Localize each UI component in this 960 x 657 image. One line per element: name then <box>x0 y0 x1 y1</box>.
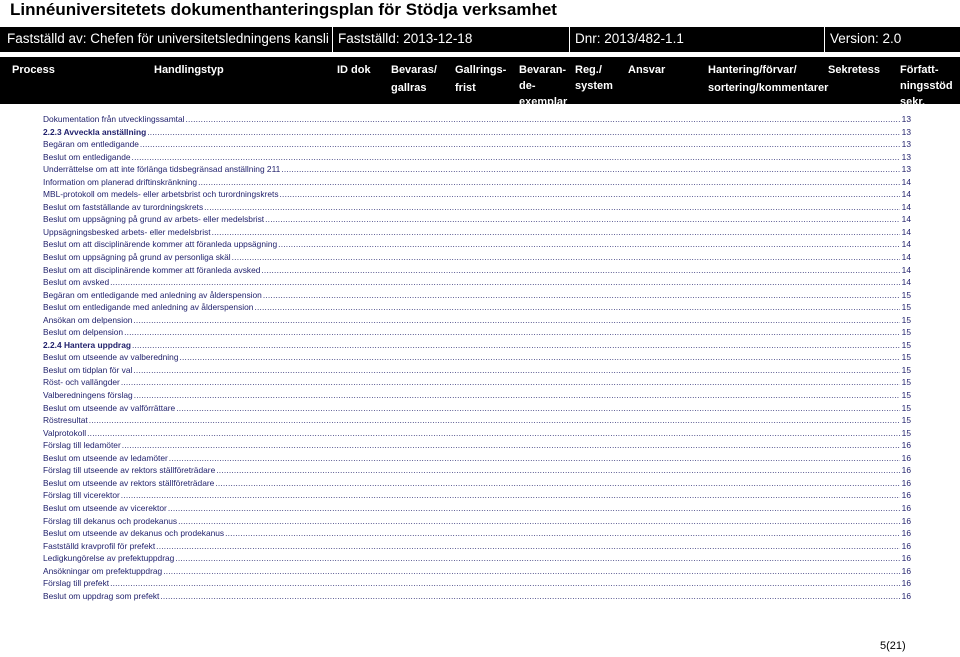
dot-leader <box>254 301 900 314</box>
column-bevaras <box>391 63 437 95</box>
document-title: Linnéuniversitetets dokumenthanteringsplan för Stödja verksamhet <box>10 0 557 19</box>
toc-entry[interactable] <box>43 552 911 565</box>
dot-leader <box>121 376 900 389</box>
toc-entry-page: 14 <box>901 176 911 187</box>
dot-leader <box>121 489 900 502</box>
dot-leader <box>180 351 901 364</box>
column-label: Författ- <box>900 64 939 76</box>
column-label: ID dok <box>337 64 371 76</box>
toc-entry[interactable] <box>43 439 911 452</box>
toc-entry-label: Beslut om fastställande av turordningskrets <box>43 201 204 212</box>
toc-entry-label: Fastställd kravprofil för prefekt <box>43 540 156 551</box>
toc-entry-label: Beslut om utseende av vicerektor <box>43 502 167 513</box>
toc-entry[interactable] <box>43 226 911 239</box>
toc-entry-page: 15 <box>901 339 911 350</box>
toc-entry-label: Förslag till utseende av rektors ställföreträdare <box>43 465 216 476</box>
dot-leader <box>198 176 900 189</box>
toc-entry-page: 13 <box>901 151 911 162</box>
toc-entry-page: 14 <box>901 189 911 200</box>
divider <box>569 27 570 52</box>
toc-entry-label: 2.2.4 Hantera uppdrag <box>43 339 131 350</box>
dot-leader <box>261 264 900 277</box>
column-bevarandeexemplar <box>519 63 567 109</box>
established-by: Fastställd av: Chefen för universitetsledningens kansli <box>7 31 329 46</box>
toc-entry-label: Beslut om uppsägning på grund av arbets- eller medelsbrist <box>43 214 265 225</box>
toc-entry[interactable] <box>43 251 911 264</box>
toc-entry-page: 15 <box>901 327 911 338</box>
column-label: Reg./ <box>575 64 602 76</box>
column-label: frist <box>455 82 476 94</box>
toc-entry-label: Beslut om tidplan för val <box>43 364 133 375</box>
column-label: de- <box>519 80 536 92</box>
column-label: Gallrings- <box>455 64 507 76</box>
toc-entry-label: MBL-protokoll om medels- eller arbetsbrist och turordningskrets <box>43 189 279 200</box>
dot-leader <box>278 238 900 251</box>
toc-entry-label: Beslut om entledigande <box>43 151 131 162</box>
dot-leader <box>280 188 900 201</box>
toc-entry-label: Beslut om utseende av ledamöter <box>43 452 168 463</box>
dot-leader <box>265 213 900 226</box>
toc-entry[interactable] <box>43 163 911 176</box>
toc-entry-page: 16 <box>901 452 911 463</box>
toc-entry-label: Förslag till prefekt <box>43 578 110 589</box>
toc-entry-page: 16 <box>901 502 911 513</box>
divider <box>824 27 825 52</box>
toc-entry[interactable] <box>43 452 911 465</box>
toc-entry[interactable] <box>43 489 911 502</box>
toc-entry[interactable] <box>43 389 911 402</box>
dot-leader <box>212 226 900 239</box>
dot-leader <box>178 515 900 528</box>
toc-entry-page: 13 <box>901 114 911 124</box>
column-id-dok <box>337 63 371 77</box>
dot-leader <box>140 138 900 151</box>
dot-leader <box>263 289 900 302</box>
dot-leader <box>110 577 900 590</box>
toc-entry-label: Beslut om utseende av valförrättare <box>43 402 176 413</box>
divider <box>332 27 333 52</box>
toc-entry[interactable] <box>43 427 911 440</box>
toc-entry-label: Beslut om avsked <box>43 277 110 288</box>
toc-entry-page: 15 <box>901 314 911 325</box>
toc-entry[interactable] <box>43 188 911 201</box>
toc-entry-label: Underrättelse om att inte förlänga tidsbegränsad anställning 211 <box>43 164 281 175</box>
toc-entry[interactable] <box>43 314 911 327</box>
column-hantering <box>708 63 828 95</box>
column-handlingstyp <box>154 63 224 77</box>
toc-entry-label: Beslut om utseende av valberedning <box>43 352 179 363</box>
toc-entry-page: 15 <box>901 377 911 388</box>
dot-leader <box>168 502 900 515</box>
version: Version: 2.0 <box>830 31 902 46</box>
column-header-bar <box>0 57 960 108</box>
dot-leader <box>89 414 900 427</box>
toc-entry-page: 16 <box>901 540 911 551</box>
toc-entry-label: Valberedningens förslag <box>43 390 133 401</box>
dot-leader <box>169 452 900 465</box>
toc-entry[interactable] <box>43 276 911 289</box>
column-label: Bevaran- <box>519 64 567 76</box>
dot-leader <box>215 477 900 490</box>
toc-entry[interactable] <box>43 477 911 490</box>
dot-leader <box>281 163 900 176</box>
dot-leader <box>204 201 900 214</box>
dot-leader <box>186 113 900 126</box>
toc-entry-label: Beslut om delpension <box>43 327 124 338</box>
toc-entry-label: Röst- och vallängder <box>43 377 120 388</box>
toc-entry-page: 16 <box>901 440 911 451</box>
dot-leader <box>87 427 900 440</box>
toc-entry-page: 15 <box>901 289 911 300</box>
toc-entry-page: 14 <box>901 277 911 288</box>
toc-entry-label: Valprotokoll <box>43 427 87 438</box>
dot-leader <box>124 326 900 339</box>
toc-entry[interactable] <box>43 565 911 578</box>
toc-entry-label: Förslag till ledamöter <box>43 440 121 451</box>
dot-leader <box>133 314 900 327</box>
toc-entry[interactable] <box>43 527 911 540</box>
dot-leader <box>216 464 900 477</box>
toc-entry-label: Information om planerad driftinskränkning <box>43 176 198 187</box>
column-forfattningsstod <box>900 63 953 109</box>
toc-entry[interactable] <box>43 464 911 477</box>
toc-entry-page: 14 <box>901 252 911 263</box>
toc-entry-page: 14 <box>901 239 911 250</box>
toc-entry-label: Uppsägningsbesked arbets- eller medelsbrist <box>43 226 211 237</box>
toc-entry-label: Beslut om att disciplinärende kommer att föranleda avsked <box>43 264 261 275</box>
dot-leader <box>122 439 900 452</box>
toc-entry-label: Dokumentation från utvecklingssamtal <box>43 114 185 124</box>
toc-entry-label: Beslut om utseende av rektors ställföreträdare <box>43 477 215 488</box>
toc-entry[interactable] <box>43 376 911 389</box>
toc-entry-page: 15 <box>901 302 911 313</box>
toc-entry-page: 14 <box>901 201 911 212</box>
column-label: exemplar <box>519 96 568 108</box>
toc-entry-page: 16 <box>901 578 911 589</box>
dot-leader <box>147 126 900 139</box>
toc-entry-page: 16 <box>901 465 911 476</box>
table-of-contents <box>43 113 911 602</box>
toc-entry-label: Beslut om entledigande med anledning av ålderspension <box>43 302 254 313</box>
document-info-bar <box>0 27 960 52</box>
dot-leader <box>175 552 900 565</box>
column-reg-system <box>575 63 613 93</box>
toc-entry[interactable] <box>43 213 911 226</box>
toc-entry[interactable] <box>43 414 911 427</box>
toc-entry-page: 13 <box>901 164 911 175</box>
toc-entry-label: Förslag till vicerektor <box>43 490 120 501</box>
dot-leader <box>132 151 900 164</box>
toc-entry-label: Beslut om att disciplinärende kommer att föranleda uppsägning <box>43 239 278 250</box>
toc-entry[interactable] <box>43 176 911 189</box>
toc-entry[interactable] <box>43 201 911 214</box>
toc-entry[interactable] <box>43 540 911 553</box>
toc-entry-page: 16 <box>901 553 911 564</box>
dot-leader <box>156 540 900 553</box>
toc-entry-page: 16 <box>901 490 911 501</box>
toc-entry[interactable] <box>43 351 911 364</box>
dot-leader <box>110 276 900 289</box>
column-label: Process <box>12 64 55 76</box>
column-sekretess <box>828 63 880 77</box>
dot-leader <box>225 527 900 540</box>
toc-entry[interactable] <box>43 502 911 515</box>
column-label: sortering/kommentarer <box>708 82 829 94</box>
toc-entry-page: 16 <box>901 477 911 488</box>
dot-leader <box>132 339 900 352</box>
toc-entry-label: 2.2.3 Avveckla anställning <box>43 126 147 137</box>
column-label: ningsstöd <box>900 80 953 92</box>
toc-entry-page: 14 <box>901 264 911 275</box>
toc-entry-label: Begäran om entledigande <box>43 139 139 150</box>
toc-entry-page: 16 <box>901 515 911 526</box>
established-date: Fastställd: 2013-12-18 <box>338 31 473 46</box>
toc-entry[interactable] <box>43 289 911 302</box>
dot-leader <box>160 590 900 603</box>
toc-entry[interactable] <box>43 138 911 151</box>
column-label: gallras <box>391 82 427 94</box>
toc-entry-label: Begäran om entledigande med anledning av ålderspension <box>43 289 262 300</box>
toc-entry[interactable] <box>43 326 911 339</box>
column-label: system <box>575 80 613 92</box>
column-label: sekr. <box>900 96 926 108</box>
dot-leader <box>163 565 900 578</box>
toc-entry[interactable] <box>43 577 911 590</box>
column-label: Hantering/förvar/ <box>708 64 797 76</box>
dot-leader <box>134 389 900 402</box>
toc-entry-page: 13 <box>901 139 911 150</box>
toc-entry-label: Beslut om uppdrag som prefekt <box>43 590 160 601</box>
dnr: Dnr: 2013/482-1.1 <box>575 31 684 46</box>
toc-entry-label: Beslut om uppsägning på grund av personliga skäl <box>43 252 231 263</box>
column-label: Sekretess <box>828 64 880 76</box>
toc-entry-page: 15 <box>901 427 911 438</box>
toc-entry[interactable] <box>43 151 911 164</box>
column-gallringsfrist <box>455 63 506 95</box>
toc-entry-page: 16 <box>901 565 911 576</box>
page-number: 5(21) <box>880 640 906 652</box>
toc-entry[interactable] <box>43 238 911 251</box>
dot-leader <box>133 364 900 377</box>
toc-entry-page: 15 <box>901 390 911 401</box>
toc-entry-label: Förslag till dekanus och prodekanus <box>43 515 178 526</box>
column-label: Ansvar <box>628 64 666 76</box>
toc-entry-page: 15 <box>901 352 911 363</box>
toc-entry-page: 16 <box>901 590 911 601</box>
toc-entry[interactable] <box>43 364 911 377</box>
column-label: Bevaras/ <box>391 64 437 76</box>
toc-entry-page: 15 <box>901 402 911 413</box>
toc-entry-page: 16 <box>901 528 911 539</box>
toc-entry[interactable] <box>43 339 911 352</box>
column-process <box>12 63 55 77</box>
toc-entry-page: 15 <box>901 364 911 375</box>
dot-leader <box>232 251 900 264</box>
toc-entry-page: 15 <box>901 415 911 426</box>
toc-entry[interactable] <box>43 264 911 277</box>
column-ansvar <box>628 63 665 77</box>
toc-entry-label: Ansökan om delpension <box>43 314 133 325</box>
toc-entry-label: Ansökningar om prefektuppdrag <box>43 565 163 576</box>
toc-entry[interactable] <box>43 126 911 139</box>
column-label: Handlingstyp <box>154 64 224 76</box>
toc-entry-page: 14 <box>901 214 911 225</box>
dot-leader <box>176 402 900 415</box>
toc-entry-label: Beslut om utseende av dekanus och prodekanus <box>43 528 225 539</box>
toc-entry-label: Ledigkungörelse av prefektuppdrag <box>43 553 175 564</box>
toc-entry[interactable] <box>43 301 911 314</box>
toc-entry-page: 13 <box>901 126 911 137</box>
toc-entry-label: Röstresultat <box>43 415 88 426</box>
toc-entry[interactable] <box>43 113 911 126</box>
toc-entry[interactable] <box>43 402 911 415</box>
toc-entry[interactable] <box>43 590 911 603</box>
toc-entry-page: 14 <box>901 226 911 237</box>
toc-entry[interactable] <box>43 515 911 528</box>
